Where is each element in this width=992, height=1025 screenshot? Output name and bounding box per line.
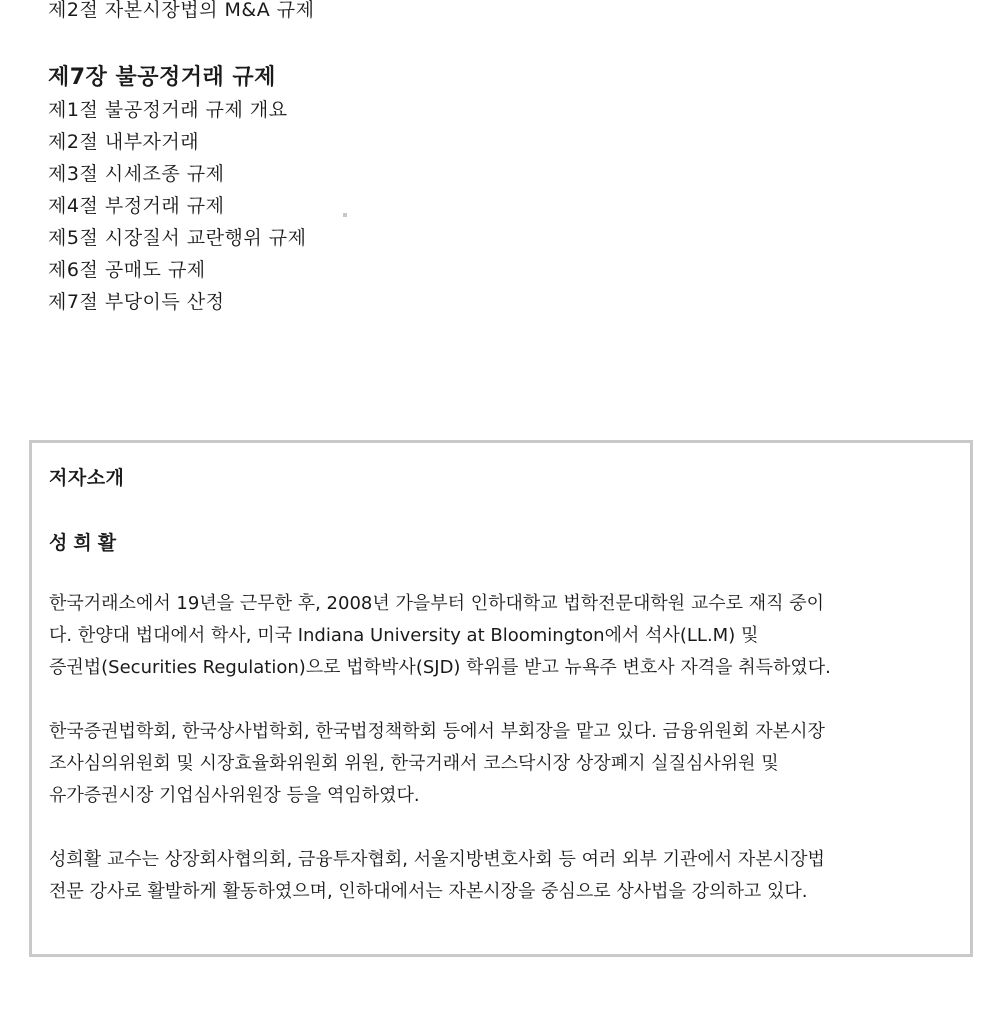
section-item: 제1절 불공정거래 규제 개요 [48,99,288,121]
paragraph-line: 전문 강사로 활발하게 활동하였으며, 인하대에서는 자본시장을 중심으로 상사법을 강의하고 있다. [49,881,808,902]
section-item: 제6절 공매도 규제 [48,259,206,281]
paragraph-line: 한국증권법학회, 한국상사법학회, 한국법정책학회 등에서 부회장을 맡고 있다. 금융위원회 자본시장 [49,721,825,742]
section-list [48,94,306,318]
previous-section-line: 제2절 자본시장법의 M&A 규제 [48,0,315,21]
paragraph-line: 유가증권시장 기업심사위원장 등을 역임하였다. [49,785,420,806]
author-paragraph [49,588,949,684]
paragraph-line: 한국거래소에서 19년을 근무한 후, 2008년 가을부터 인하대학교 법학전문대학원 교수로 재직 중이 [49,593,825,614]
author-box-title: 저자소개 [49,467,125,489]
author-paragraph [49,844,949,908]
section-item: 제7절 부당이득 산정 [48,291,225,313]
paragraph-line: 성희활 교수는 상장회사협의회, 금융투자협회, 서울지방변호사회 등 여러 외부 기관에서 자본시장법 [49,849,825,870]
author-introduction-box [29,440,973,957]
paragraph-line: 증권법(Securities Regulation)으로 법학박사(SJD) 학위를 받고 뉴욕주 변호사 자격을 취득하였다. [49,657,831,678]
section-item: 제5절 시장질서 교란행위 규제 [48,227,307,249]
author-paragraph [49,716,949,812]
chapter-title: 제7장 불공정거래 규제 [48,65,276,90]
stray-dot [343,213,347,217]
section-item: 제4절 부정거래 규제 [48,195,225,217]
section-item: 제2절 내부자거래 [48,131,200,153]
paragraph-line: 조사심의위원회 및 시장효율화위원회 위원, 한국거래서 코스닥시장 상장폐지 실질심사위원 및 [49,753,779,774]
author-name: 성희활 [49,532,123,554]
section-item: 제3절 시세조종 규제 [48,163,225,185]
paragraph-line: 다. 한양대 법대에서 학사, 미국 Indiana University at Bloomington에서 석사(LL.M) 및 [49,625,759,646]
